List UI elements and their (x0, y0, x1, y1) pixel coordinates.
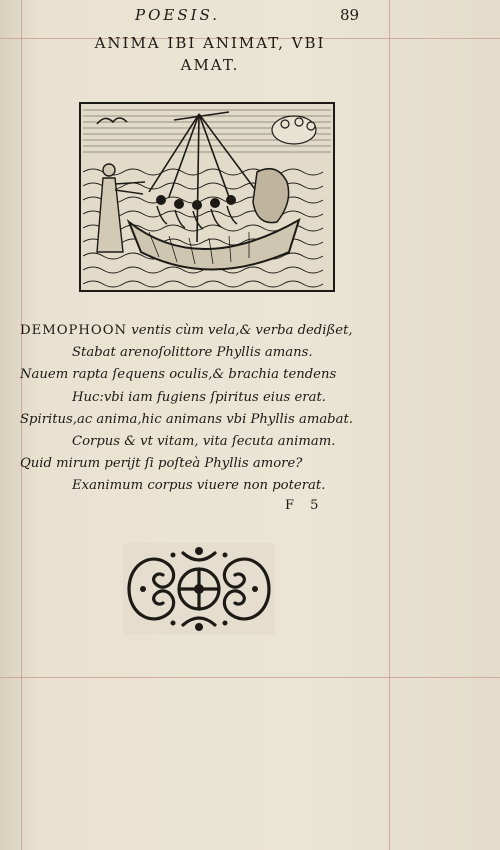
ruling-line-bottom (0, 677, 500, 678)
verse-line-1 (20, 320, 400, 342)
page-number: 89 (340, 6, 360, 24)
emblem-verse (20, 320, 400, 498)
emblem-title (60, 32, 360, 76)
fleuron-ornament (123, 543, 275, 635)
verse-line-2: Stabat arenoſolittore Phyllis amans. (72, 345, 313, 361)
running-head: POESIS. (135, 6, 221, 24)
verse-line-7: Quid mirum perijt ſi poſteà Phyllis amore? (20, 456, 303, 472)
verse-line-6: Corpus & vt vitam, vita ſecuta animam. (72, 434, 336, 450)
emblem-title-line-2: AMAT. (180, 56, 240, 74)
cloud-figures (272, 116, 316, 144)
verse-line-5: Spiritus,ac anima,hic animans vbi Phyllis amabat. (20, 411, 353, 427)
verse-line-4: Huc:vbi iam fugiens ſpiritus eius erat. (72, 389, 326, 405)
emblem-title-line-1: ANIMA IBI ANIMAT, VBI (94, 34, 326, 52)
verse-line-1-text: ventis cùm vela,& verba dedißet, (127, 323, 353, 338)
signature-mark: F 5 (285, 498, 325, 513)
verse-line-3: Nauem rapta ſequens oculis,& brachia tendens (20, 367, 337, 383)
woodcut-illustration (79, 102, 335, 292)
verse-first-word: DEMOPHOON (20, 323, 128, 338)
verse-line-8: Exanimum corpus viuere non poterat. (72, 478, 326, 494)
